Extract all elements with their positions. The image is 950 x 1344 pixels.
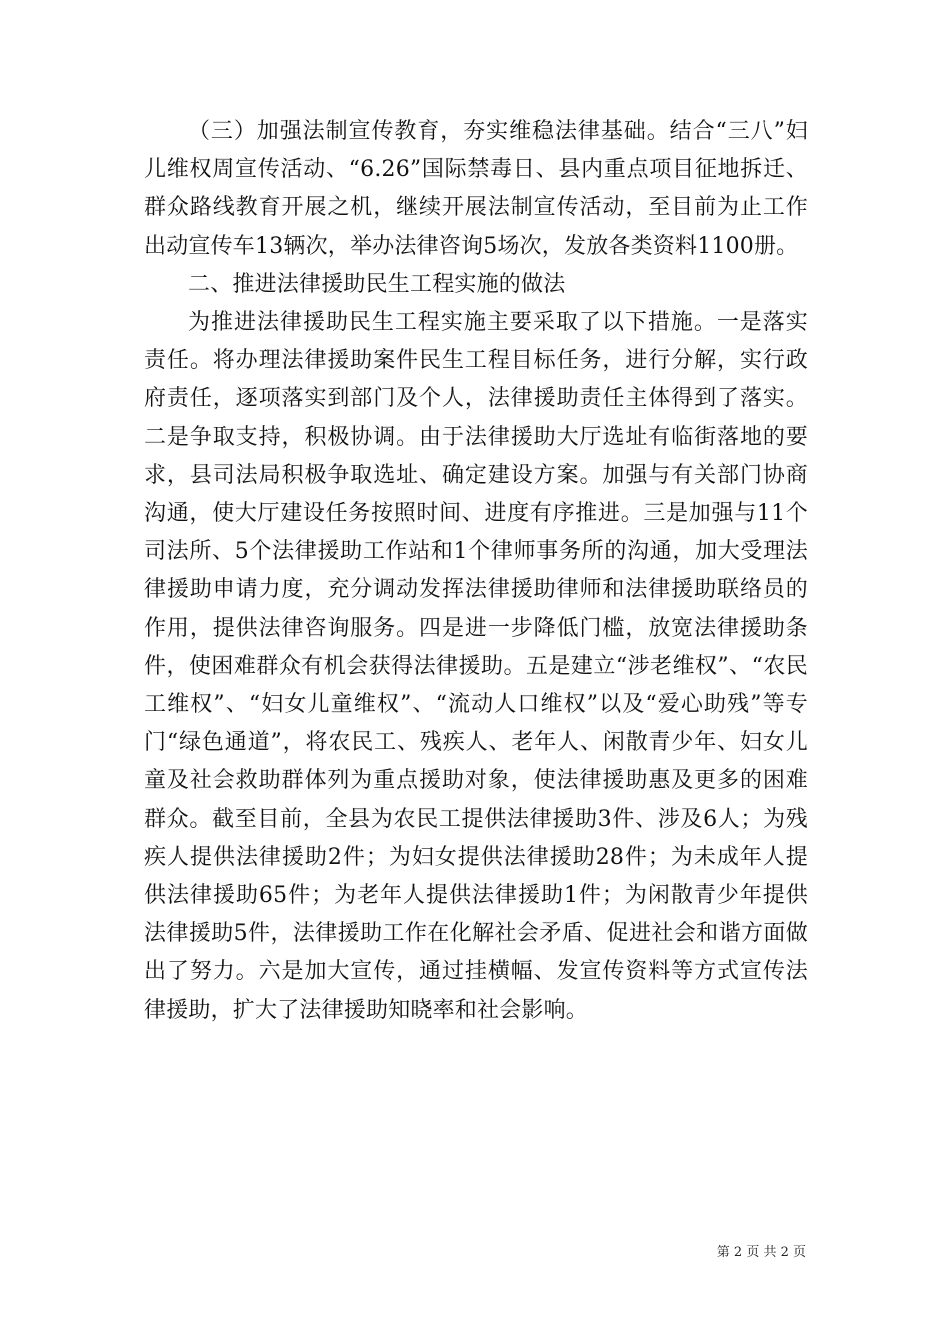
section-heading-legal-aid: 二、推进法律援助民生工程实施的做法 (188, 271, 566, 297)
paragraph-legal-aid-measures: 为推进法律援助民生工程实施主要采取了以下措施。一是落实责任。将办理法律援助案件民生工程目标任务，进行分解，实行政府责任，逐项落实到部门及个人，法律援助责任主体得到了落实。二是争取支持，积极协调。由于法律援助大厅选址有临街落地的要求，县司法局积极争取选址、确定建设方案。加强与有关部门协商沟通，使大厅建设任务按照时间、进度有序推进。三是加强与11个司法所、5个法律援助工作站和1个律师事务所的沟通，加大受理法律援助申请力度，充分调动发挥法律援助律师和法律援助联络员的作用，提供法律咨询服务。四是进一步降低门槛，放宽法律援助条件，使困难群众有机会获得法律援助。五是建立“涉老维权”、“农民工维权”、“妇女儿童维权”、“流动人口维权”以及“爱心助残”等专门“绿色通道”，将农民工、残疾人、老年人、闲散青少年、妇女儿童及社会救助群体列为重点援助对象，使法律援助惠及更多的困难群众。截至目前，全县为农民工提供法律援助3件、涉及6人；为残疾人提供法律援助2件；为妇女提供法律援助28件；为未成年人提供法律援助65件；为老年人提供法律援助1件；为闲散青少年提供法律援助5件，法律援助工作在化解社会矛盾、促进社会和谐方面做出了努力。六是加大宣传，通过挂横幅、发宣传资料等方式宣传法律援助，扩大了法律援助知晓率和社会影响。 (144, 310, 808, 1023)
document-body (144, 113, 808, 1030)
page-number-footer: 第 2 页 共 2 页 (716, 1245, 806, 1260)
paragraph-legal-publicity: （三）加强法制宣传教育，夯实维稳法律基础。结合“三八”妇儿维权周宣传活动、“6.26”国际禁毒日、县内重点项目征地拆迁、群众路线教育开展之机，继续开展法制宣传活动，至目前为止工作出动宣传车13辆次，举办法律咨询5场次，发放各类资料1100册。 (144, 119, 808, 259)
